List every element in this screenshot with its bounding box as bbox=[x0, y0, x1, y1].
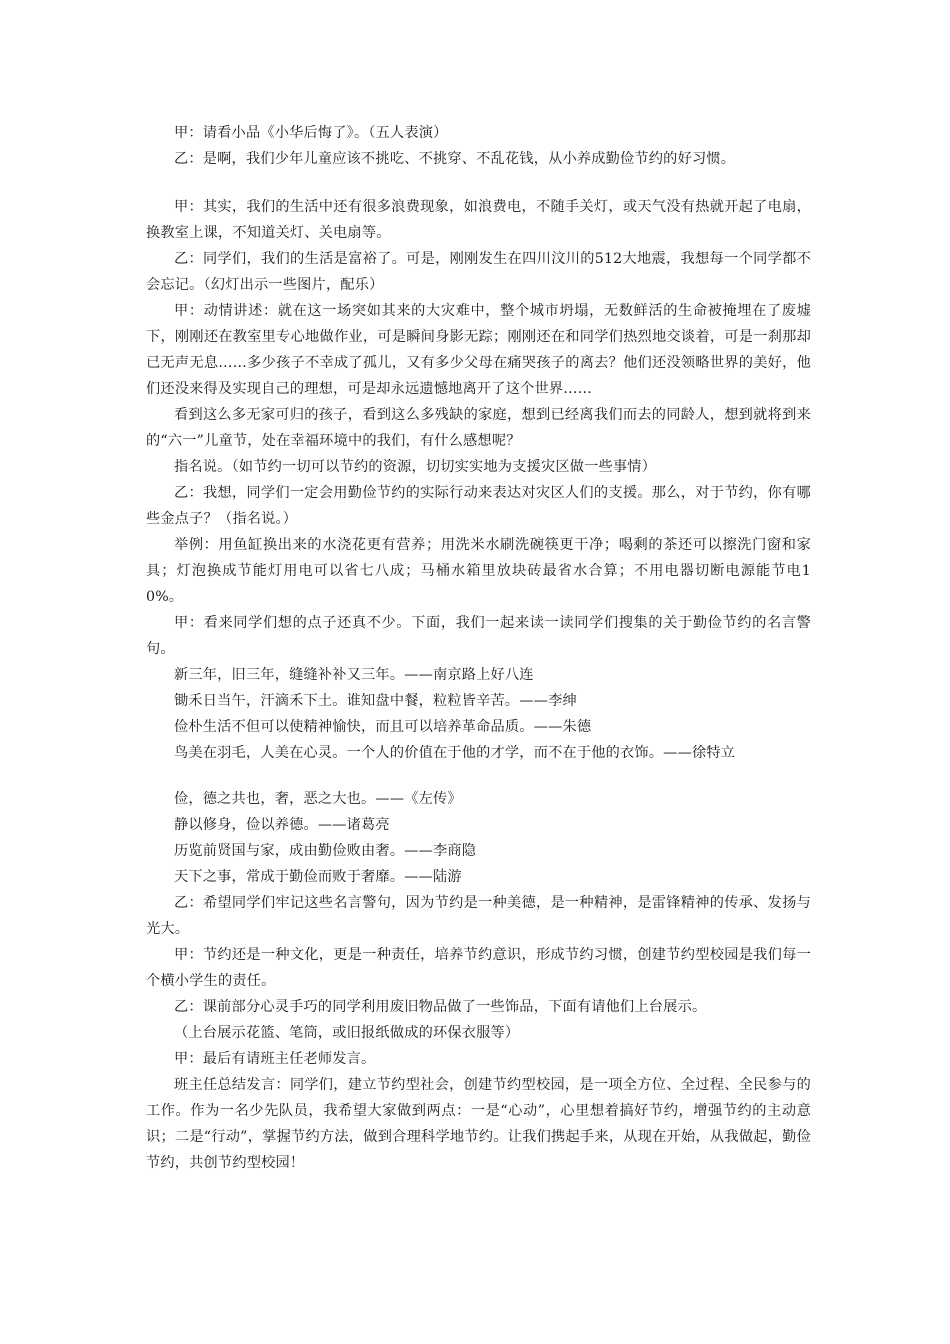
paragraph: 乙：课前部分心灵手巧的同学利用废旧物品做了一些饰品，下面有请他们上台展示。 bbox=[174, 999, 707, 1015]
quote-line: 鸟美在羽毛，人美在心灵。一个人的价值在于他的才学，而不在于他的衣饰。——徐特立 bbox=[174, 745, 736, 761]
quote-line: 静以修身，俭以养德。——诸葛亮 bbox=[174, 817, 390, 833]
paragraph: （上台展示花篮、笔筒，或旧报纸做成的环保衣服等） bbox=[174, 1025, 520, 1041]
paragraph: 甲：最后有请班主任老师发言。 bbox=[174, 1051, 376, 1067]
paragraph: 甲：节约还是一种文化，更是一种责任，培养节约意识，形成节约习惯，创建节约型校园是我们每一个横小学生的责任。 bbox=[146, 947, 811, 989]
paragraph: 甲：动情讲述：就在这一场突如其来的大灾难中，整个城市坍塌，无数鲜活的生命被掩埋在了废墟下，刚刚还在教室里专心地做作业，可是瞬间身影无踪；刚刚还在和同学们热烈地交谈着，可是一刹那却已无声无息……多少孩子不幸成了孤儿，又有多少父母在痛哭孩子的离去？他们还没领略世界的美好，他们还没来得及实现自己的理想，可是却永远遗憾地离开了这个世界…… bbox=[146, 303, 811, 397]
document-page bbox=[146, 120, 811, 1176]
paragraph: 甲：其实，我们的生活中还有很多浪费现象，如浪费电，不随手关灯，或天气没有热就开起了电扇，换教室上课，不知道关灯、关电扇等。 bbox=[146, 199, 811, 241]
paragraph: 班主任总结发言：同学们，建立节约型社会，创建节约型校园，是一项全方位、全过程、全民参与的工作。作为一名少先队员，我希望大家做到两点：一是“心动”，心里想着搞好节约，增强节约的主动意识；二是“行动”，掌握节约方法，做到合理科学地节约。让我们携起手来，从现在开始，从我做起，勤俭节约，共创节约型校园！ bbox=[146, 1077, 811, 1171]
quote-line: 新三年，旧三年，缝缝补补又三年。——南京路上好八连 bbox=[174, 667, 534, 683]
paragraph: 甲：看来同学们想的点子还真不少。下面，我们一起来读一读同学们搜集的关于勤俭节约的名言警句。 bbox=[146, 615, 811, 657]
paragraph: 指名说。（如节约一切可以节约的资源，切切实实地为支援灾区做一些事情） bbox=[174, 459, 657, 475]
quote-line: 俭朴生活不但可以使精神愉快，而且可以培养革命品质。——朱德 bbox=[174, 719, 592, 735]
paragraph-gap bbox=[146, 766, 811, 786]
quote-line: 历览前贤国与家，成由勤俭败由奢。——李商隐 bbox=[174, 843, 477, 859]
paragraph: 乙：是啊，我们少年儿童应该不挑吃、不挑穿、不乱花钱，从小养成勤俭节约的好习惯。 bbox=[174, 151, 736, 167]
quote-line: 天下之事，常成于勤俭而败于奢靡。——陆游 bbox=[174, 869, 462, 885]
paragraph-gap bbox=[146, 172, 811, 194]
paragraph: 举例：用鱼缸换出来的水浇花更有营养；用洗米水刷洗碗筷更干净；喝剩的茶还可以擦洗门窗和家具；灯泡换成节能灯用电可以省七八成；马桶水箱里放块砖最省水合算；不用电器切断电源能节电10%。 bbox=[146, 537, 811, 605]
paragraph: 乙：同学们，我们的生活是富裕了。可是，刚刚发生在四川汶川的512大地震，我想每一个同学都不会忘记。（幻灯出示一些图片，配乐） bbox=[146, 251, 811, 293]
paragraph: 甲：请看小品《小华后悔了》。（五人表演） bbox=[174, 125, 448, 141]
paragraph: 乙：我想，同学们一定会用勤俭节约的实际行动来表达对灾区人们的支援。那么，对于节约，你有哪些金点子？（指名说。） bbox=[146, 485, 811, 527]
quote-line: 锄禾日当午，汗滴禾下土。谁知盘中餐，粒粒皆辛苦。——李绅 bbox=[174, 693, 577, 709]
quote-line: 俭，德之共也，奢，恶之大也。——《左传》 bbox=[174, 791, 462, 807]
paragraph: 看到这么多无家可归的孩子，看到这么多残缺的家庭，想到已经离我们而去的同龄人，想到就将到来的“六一”儿童节，处在幸福环境中的我们，有什么感想呢？ bbox=[146, 407, 811, 449]
paragraph: 乙：希望同学们牢记这些名言警句，因为节约是一种美德，是一种精神，是雷锋精神的传承、发扬与光大。 bbox=[146, 895, 811, 937]
